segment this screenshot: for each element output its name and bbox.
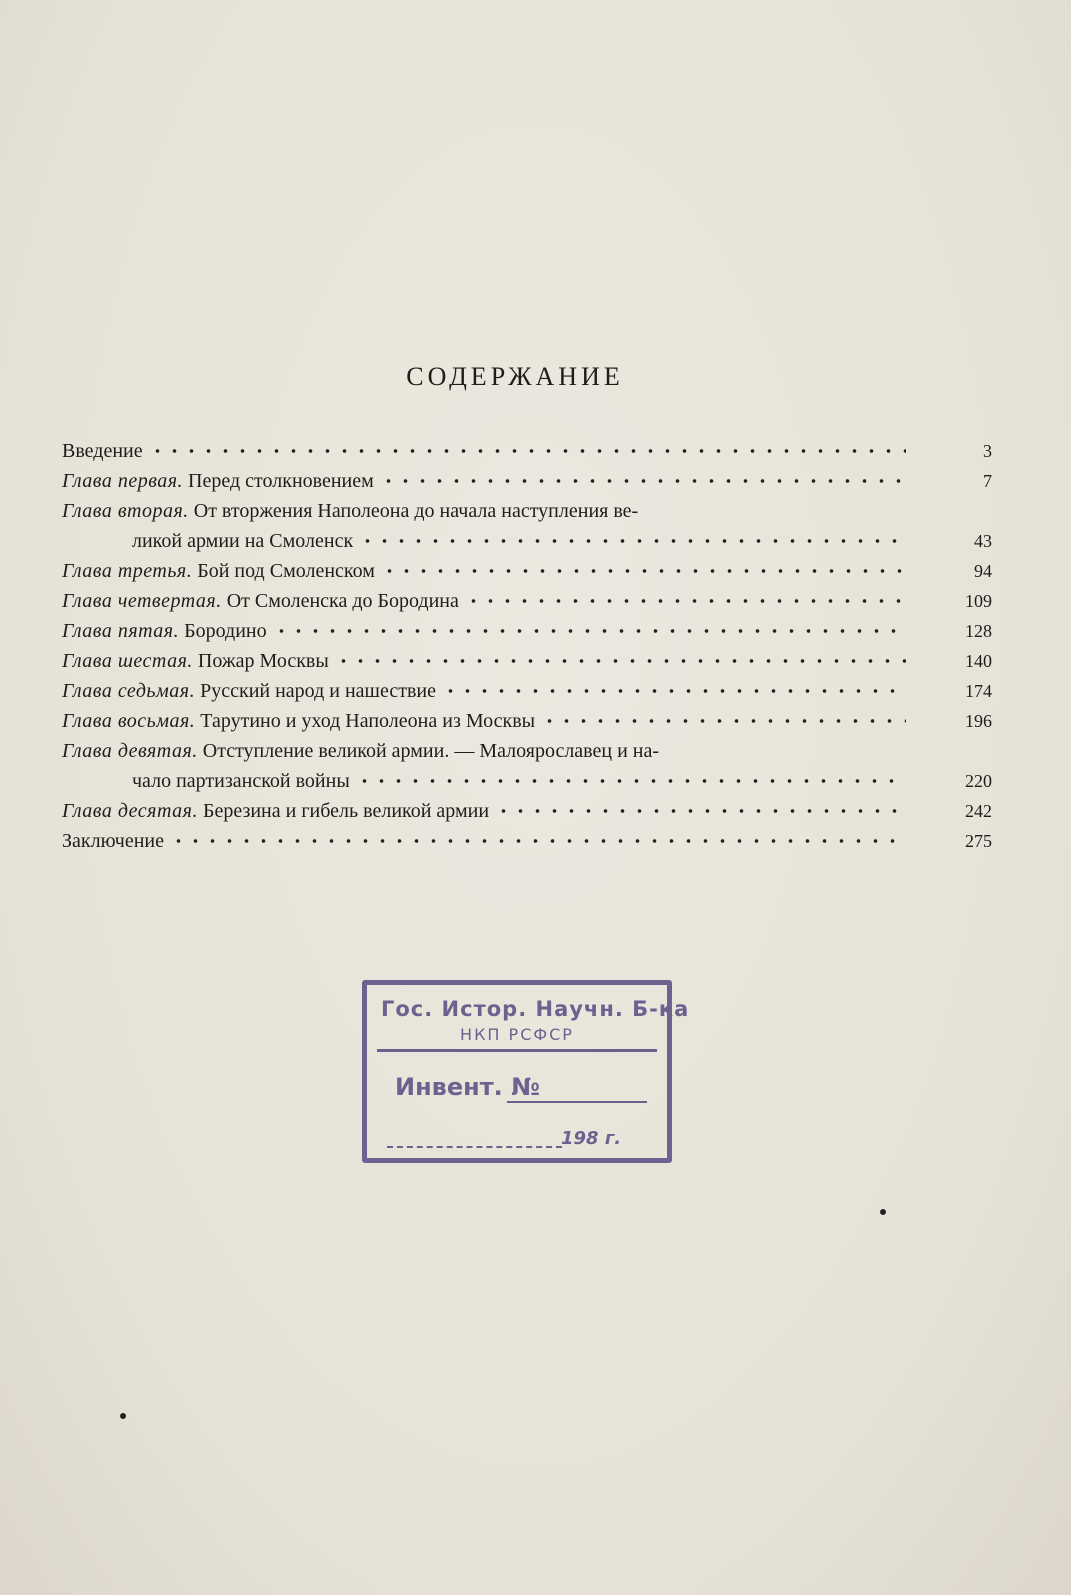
toc-entry-chapter-7 bbox=[62, 676, 992, 706]
dot-leader bbox=[381, 567, 906, 575]
toc-entry-text: Бородино bbox=[184, 620, 267, 642]
toc-page-number: 242 bbox=[965, 801, 992, 821]
toc-page-number: 109 bbox=[965, 591, 992, 611]
toc-entry-chapter-2-continued bbox=[62, 526, 992, 556]
toc-entry-chapter-3 bbox=[62, 556, 992, 586]
toc-entry-chapter-4 bbox=[62, 586, 992, 616]
toc-page-number: 174 bbox=[965, 681, 992, 701]
chapter-label: Глава девятая. bbox=[62, 740, 198, 762]
chapter-label: Глава четвертая. bbox=[62, 590, 222, 612]
chapter-label: Глава третья. bbox=[62, 560, 193, 582]
toc-entry-text: Перед столкновением bbox=[188, 470, 374, 492]
stamp-ministry: НКП РСФСР bbox=[460, 1025, 574, 1044]
toc-entry-chapter-10 bbox=[62, 796, 992, 826]
dot-leader bbox=[356, 777, 906, 785]
toc-entry-text: Березина и гибель великой армии bbox=[202, 800, 490, 822]
table-of-contents bbox=[62, 436, 992, 856]
dot-leader bbox=[465, 597, 906, 605]
contents-title: СОДЕРЖАНИЕ bbox=[406, 362, 624, 391]
toc-entry-text: ликой армии на Смоленск bbox=[132, 530, 354, 552]
chapter-label: Глава десятая. bbox=[62, 800, 198, 822]
toc-entry-text: Введение bbox=[62, 440, 143, 462]
dot-leader bbox=[170, 837, 906, 845]
library-stamp bbox=[362, 980, 690, 1163]
chapter-label: Глава седьмая. bbox=[62, 680, 196, 702]
toc-entry-text: Тарутино и уход Наполеона из Москвы bbox=[200, 710, 536, 732]
toc-page-number: 128 bbox=[965, 621, 992, 641]
toc-page-number: 275 bbox=[965, 831, 992, 851]
toc-entry-chapter-2 bbox=[62, 496, 992, 526]
dot-leader bbox=[335, 657, 906, 665]
toc-page-number: 196 bbox=[965, 711, 992, 731]
stamp-library-name: Гос. Истор. Научн. Б-ка bbox=[381, 997, 690, 1021]
toc-entry-chapter-1 bbox=[62, 466, 992, 496]
dot-leader bbox=[359, 537, 906, 545]
toc-page-number: 140 bbox=[965, 651, 992, 671]
chapter-label: Глава вторая. bbox=[62, 500, 189, 522]
toc-entry-text: Отступление великой армии. — Малоярославец и на- bbox=[202, 740, 660, 762]
paper-speck bbox=[880, 1209, 886, 1215]
toc-page-number: 94 bbox=[974, 561, 992, 581]
chapter-label: Глава восьмая. bbox=[62, 710, 196, 732]
toc-entry-text: От Смоленска до Бородина bbox=[226, 590, 459, 612]
dot-leader bbox=[380, 477, 906, 485]
toc-page-number: 43 bbox=[974, 531, 992, 551]
toc-page-number: 3 bbox=[983, 441, 992, 461]
toc-page-number: 220 bbox=[965, 771, 992, 791]
toc-entry-chapter-6 bbox=[62, 646, 992, 676]
toc-entry-chapter-9-continued bbox=[62, 766, 992, 796]
chapter-label: Глава первая. bbox=[62, 470, 184, 492]
toc-entry-text: Заключение bbox=[62, 830, 164, 852]
paper-speck bbox=[120, 1413, 126, 1419]
dot-leader bbox=[442, 687, 906, 695]
toc-entry-chapter-5 bbox=[62, 616, 992, 646]
stamp-inventory-blank bbox=[507, 1101, 647, 1103]
dot-leader bbox=[273, 627, 906, 635]
chapter-label: Глава шестая. bbox=[62, 650, 193, 672]
toc-entry-text: От вторжения Наполеона до начала наступления ве- bbox=[193, 500, 639, 522]
dot-leader bbox=[149, 447, 906, 455]
toc-entry-conclusion bbox=[62, 826, 992, 856]
dot-leader bbox=[541, 717, 906, 725]
toc-entry-text: Бой под Смоленском bbox=[197, 560, 375, 582]
toc-entry-text: Русский народ и нашествие bbox=[200, 680, 436, 702]
chapter-label: Глава пятая. bbox=[62, 620, 180, 642]
stamp-divider bbox=[377, 1049, 657, 1052]
toc-entry-introduction bbox=[62, 436, 992, 466]
toc-entry-chapter-9 bbox=[62, 736, 992, 766]
toc-entry-chapter-8 bbox=[62, 706, 992, 736]
stamp-inventory-label: Инвент. № bbox=[395, 1073, 540, 1101]
toc-page-number: 7 bbox=[983, 471, 992, 491]
toc-entry-text: чало партизанской войны bbox=[132, 770, 350, 792]
toc-entry-text: Пожар Москвы bbox=[197, 650, 329, 672]
dot-leader bbox=[495, 807, 906, 815]
stamp-year: 198 г. bbox=[561, 1128, 622, 1149]
